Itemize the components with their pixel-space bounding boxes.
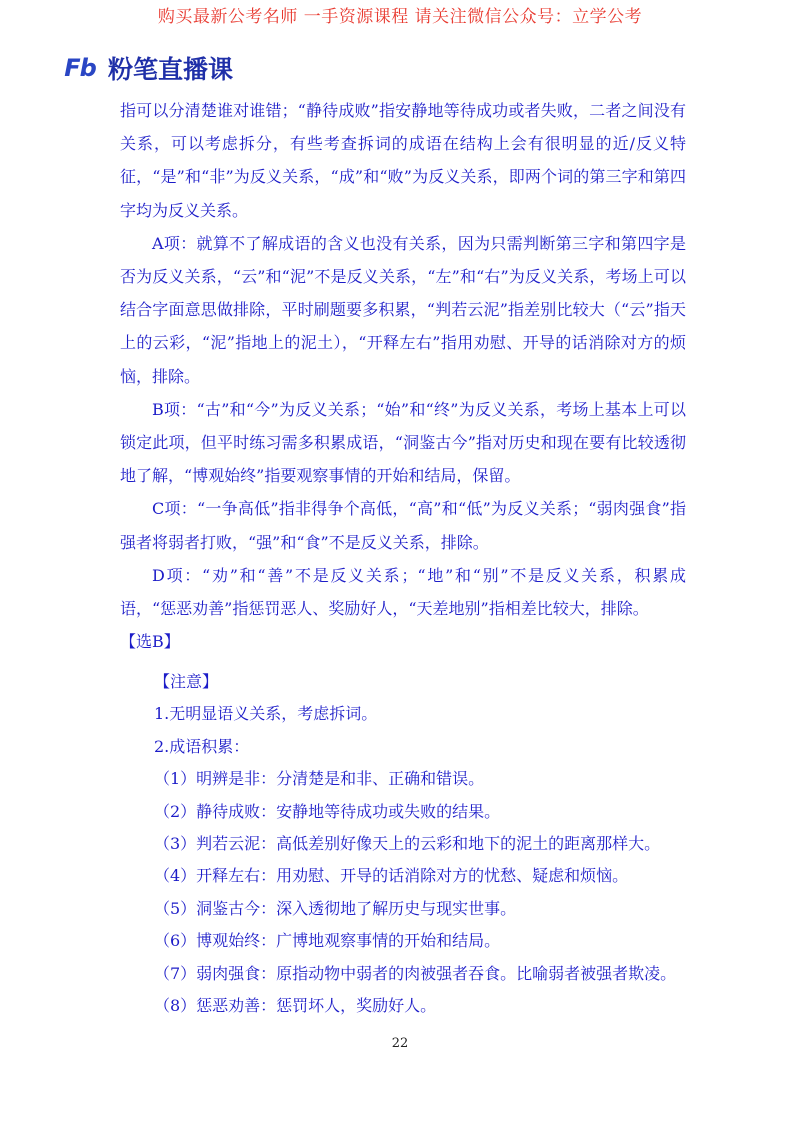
notes-section	[154, 666, 694, 1022]
notes-item: （5）洞鉴古今：深入透彻地了解历史与现实世事。	[154, 898, 517, 918]
brand-header	[58, 52, 233, 84]
page-number: 22	[391, 1036, 409, 1051]
paragraph-option-a: A项：就算不了解成语的含义也没有关系，因为只需判断第三字和第四字是否为反义关系，“云”和“泥”不是反义关系，“左”和“右”为反义关系，考场上可以结合字面意思做排除，平时刷题要多积累，“判若云泥”指差别比较大（“云”指天上的云彩，“泥”指地上的泥土），“开释左右”指用劝慰、开导的话消除对方的烦恼，排除。	[120, 233, 686, 386]
header-banner: 购买最新公考名师 一手资源课程 请关注微信公众号：立学公考	[157, 7, 643, 27]
notes-heading: 【注意】	[154, 672, 219, 691]
paragraph-option-d: D项：“劝”和“善”不是反义关系；“地”和“别”不是反义关系，积累成语，“惩恶劝善”指惩罚恶人、奖励好人，“天差地别”指相差比较大，排除。	[120, 565, 686, 619]
paragraph-option-c: C项：“一争高低”指非得争个高低，“高”和“低”为反义关系；“弱肉强食”指强者将弱者打败，“强”和“食”不是反义关系，排除。	[120, 499, 686, 552]
notes-item: （8）惩恶劝善：惩罚坏人，奖励好人。	[154, 996, 437, 1016]
explanation-body	[120, 94, 686, 658]
paragraph-option-b: B项：“古”和“今”为反义关系；“始”和“终”为反义关系，考场上基本上可以锁定此项，但平时练习需多积累成语，“洞鉴古今”指对历史和现在要有比较透彻地了解，“博观始终”指要观察事情的开始和结局，保留。	[120, 399, 686, 486]
notes-item: 1.无明显语义关系，考虑拆词。	[154, 704, 378, 724]
notes-item: 2.成语积累：	[154, 736, 250, 756]
notes-item: （3）判若云泥：高低差别好像天上的云彩和地下的泥土的距离那样大。	[154, 834, 661, 854]
notes-item: （6）博观始终：广博地观察事情的开始和结局。	[154, 931, 501, 951]
answer-label: 【选B】	[120, 632, 180, 652]
notes-item: （4）开释左右：用劝慰、开导的话消除对方的忧愁、疑虑和烦恼。	[154, 866, 629, 886]
paragraph-intro: 指可以分清楚谁对谁错；“静待成败”指安静地等待成功或者失败，二者之间没有关系，可以考虑拆分，有些考查拆词的成语在结构上会有很明显的近/反义特征，“是”和“非”为反义关系，“成”和“败”为反义关系，即两个词的第三字和第四字均为反义关系。	[120, 101, 686, 220]
fenbi-logo-icon: Fb	[64, 54, 96, 82]
notes-item: （2）静待成败：安静地等待成功或失败的结果。	[154, 801, 501, 821]
notes-item: （7）弱肉强食：原指动物中弱者的肉被强者吞食。比喻弱者被强者欺凌。	[154, 963, 677, 983]
brand-name: 粉笔直播课	[108, 55, 234, 84]
notes-item: （1）明辨是非：分清楚是和非、正确和错误。	[154, 769, 485, 789]
